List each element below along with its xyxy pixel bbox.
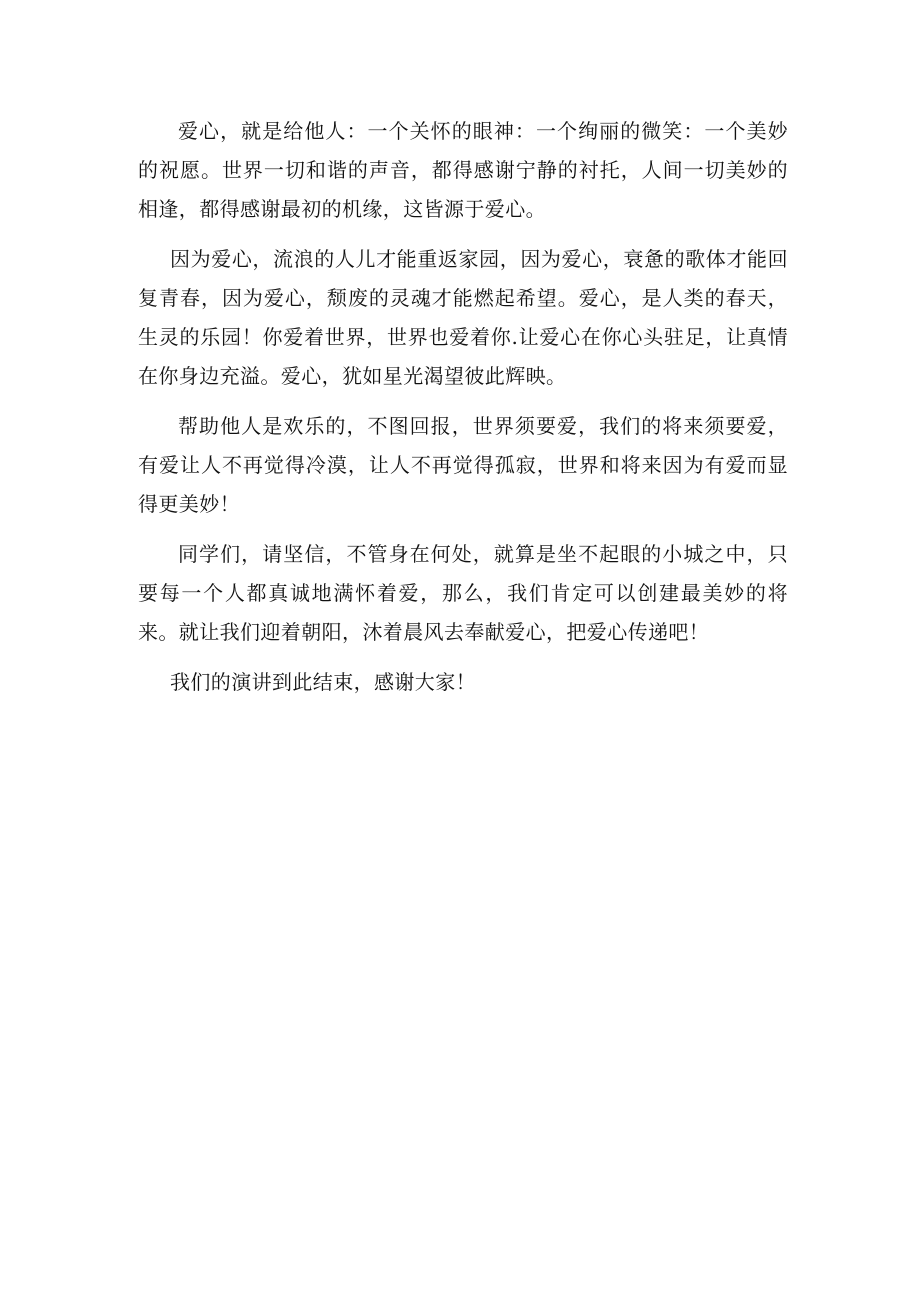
paragraph-5: 我们的演讲到此结束，感谢大家！ bbox=[170, 670, 476, 694]
paragraph-2: 因为爱心，流浪的人儿才能重返家园，因为爱心，衰惫的歌体才能回复青春，因为爱心，颓废的灵魂才能燃起希望。爱心，是人类的春天，生灵的乐园！你爱着世界，世界也爱着你.让爱心在你心头驻足，让真情在你身边充溢。爱心，犹如星光渴望彼此辉映。 bbox=[138, 247, 788, 388]
document-body bbox=[138, 112, 788, 713]
paragraph-3: 帮助他人是欢乐的，不图回报，世界须要爱，我们的将来须要爱，有爱让人不再觉得冷漠，让人不再觉得孤寂，世界和将来因为有爱而显得更美妙！ bbox=[138, 414, 788, 516]
paragraph-1: 爱心，就是给他人：一个关怀的眼神：一个绚丽的微笑：一个美妙的祝愿。世界一切和谐的声音，都得感谢宁静的衬托，人间一切美妙的相逢，都得感谢最初的机缘，这皆源于爱心。 bbox=[138, 119, 788, 221]
paragraph-4: 同学们，请坚信，不管身在何处，就算是坐不起眼的小城之中，只要每一个人都真诚地满怀着爱，那么，我们肯定可以创建最美妙的将来。就让我们迎着朝阳，沐着晨风去奉献爱心，把爱心传递吧！ bbox=[138, 542, 788, 644]
